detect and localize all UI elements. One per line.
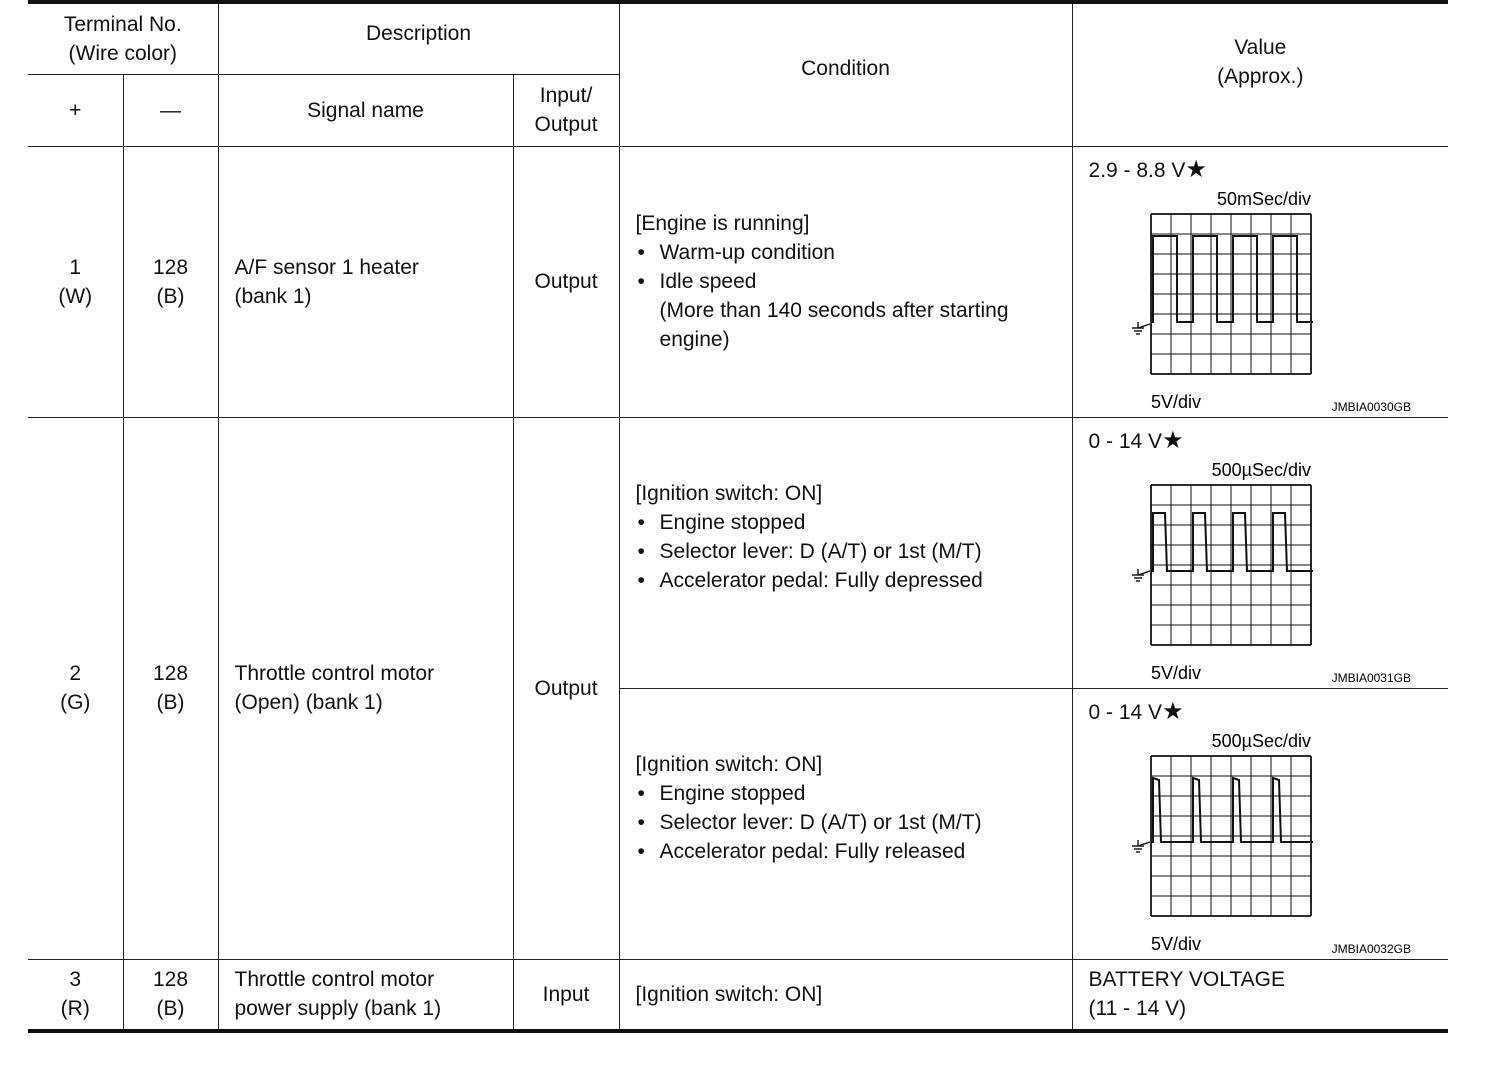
- value-label: Value: [1234, 35, 1287, 59]
- scope-grid: [1151, 756, 1311, 916]
- scope-waveform: [1151, 236, 1313, 322]
- signal-name-line-1: Throttle control motor: [234, 662, 435, 685]
- list-item: • Accelerator pedal: Fully released: [636, 837, 1072, 866]
- minus-wire-color: (B): [156, 691, 185, 714]
- value-cell: [1072, 417, 1448, 688]
- plus-terminal-cell: [28, 417, 123, 959]
- value-cell: [1072, 688, 1448, 959]
- figure-id: JMBIA0032GB: [1331, 941, 1411, 953]
- table-row: [28, 417, 1448, 688]
- ground-icon: [1132, 322, 1150, 334]
- input-output-header: [513, 74, 619, 146]
- plus-wire-color: (R): [60, 997, 90, 1021]
- signal-name-line-2: power supply (bank 1): [234, 997, 442, 1021]
- figure-id: JMBIA0031GB: [1331, 670, 1411, 682]
- value-header: [1072, 2, 1448, 146]
- signal-name-header: Signal name: [218, 74, 513, 146]
- value-cell: [1072, 146, 1448, 417]
- wire-color-label: (Wire color): [68, 41, 177, 65]
- condition-cell: [619, 417, 1072, 688]
- value-voltage-range: (11 - 14 V): [1088, 997, 1187, 1021]
- minus-terminal-cell: [123, 959, 218, 1031]
- minus-terminal-cell: [123, 146, 218, 417]
- condition-list: [636, 779, 1072, 866]
- ground-icon: [1132, 840, 1150, 852]
- condition-head: [Ignition switch: ON]: [635, 752, 823, 776]
- plus-terminal-cell: [28, 146, 123, 417]
- io-cell: Output: [513, 146, 619, 417]
- oscilloscope-figure: [1089, 728, 1419, 953]
- plus-terminal-cell: [28, 959, 123, 1031]
- figure-id: JMBIA0030GB: [1331, 399, 1411, 411]
- description-header: [218, 2, 619, 74]
- scope-waveform: [1151, 513, 1313, 571]
- plus-terminal-no: 1: [69, 255, 82, 279]
- plus-terminal-no: 3: [69, 968, 82, 992]
- list-item: • Selector lever: D (A/T) or 1st (M/T): [636, 537, 1072, 566]
- condition-list: [636, 238, 1072, 296]
- terminal-spec-table: [28, 0, 1448, 1033]
- oscilloscope-figure: [1089, 186, 1419, 411]
- minus-header: —: [123, 74, 218, 146]
- value-range: 0 - 14 V: [1088, 700, 1163, 724]
- condition-note: [636, 296, 1072, 354]
- volt-div-label: 5V/div: [1150, 662, 1201, 682]
- input-output-label-2: Output: [534, 113, 598, 136]
- list-item: • Warm-up condition: [636, 238, 1072, 267]
- table-row: [28, 146, 1448, 417]
- header-row-1: [28, 2, 1448, 74]
- star-icon: ★: [1185, 155, 1207, 183]
- table-row: [28, 959, 1448, 1031]
- condition-list: [636, 508, 1072, 595]
- minus-wire-color: (B): [156, 284, 185, 308]
- condition-note-line-1: (More than 140 seconds after starting: [659, 299, 1009, 322]
- list-item: • Idle speed: [636, 267, 1072, 296]
- minus-terminal-cell: [123, 417, 218, 959]
- condition-label: Condition: [801, 57, 890, 81]
- ground-icon: [1132, 569, 1150, 581]
- terminal-no-label: Terminal No.: [63, 12, 182, 36]
- plus-wire-color: (W): [58, 284, 93, 308]
- description-label: Description: [365, 22, 472, 46]
- star-icon: ★: [1162, 697, 1184, 725]
- terminal-spec-table-wrap: [28, 0, 1448, 1033]
- input-output-label-1: Input/: [539, 84, 593, 107]
- minus-wire-color: (B): [156, 997, 185, 1021]
- signal-name-cell: [218, 417, 513, 959]
- condition-head: [Engine is running]: [635, 212, 810, 235]
- signal-name-cell: [218, 959, 513, 1031]
- io-cell: Output: [513, 417, 619, 959]
- io-cell: Input: [513, 959, 619, 1031]
- plus-wire-color: (G): [60, 691, 91, 714]
- minus-terminal-no: 128: [152, 662, 189, 685]
- volt-div-label: 5V/div: [1150, 933, 1201, 953]
- value-readout: [1089, 689, 1449, 726]
- list-item: • Engine stopped: [636, 508, 1072, 537]
- signal-name-line-2: (Open) (bank 1): [234, 691, 383, 714]
- scope-grid: [1151, 214, 1311, 374]
- value-readout: [1089, 418, 1449, 455]
- condition-head: [Ignition switch: ON]: [635, 481, 823, 505]
- volt-div-label: 5V/div: [1150, 391, 1201, 411]
- value-range: 0 - 14 V: [1088, 429, 1163, 453]
- condition-cell: [619, 146, 1072, 417]
- list-item: • Accelerator pedal: Fully depressed: [636, 566, 1072, 595]
- terminal-no-header: [28, 2, 218, 74]
- condition-note-line-2: engine): [659, 328, 730, 351]
- list-item: • Engine stopped: [636, 779, 1072, 808]
- time-div-label: 50mSec/div: [1216, 188, 1311, 209]
- approx-label: (Approx.): [1217, 64, 1304, 88]
- time-div-label: 500µSec/div: [1211, 730, 1311, 751]
- plus-header: +: [28, 74, 123, 146]
- condition-cell: [619, 688, 1072, 959]
- time-div-label: 500µSec/div: [1211, 459, 1311, 480]
- condition-cell: [Ignition switch: ON]: [619, 959, 1072, 1031]
- value-battery-voltage: BATTERY VOLTAGE: [1088, 968, 1285, 992]
- signal-name-line-1: Throttle control motor: [234, 968, 435, 992]
- list-item: • Selector lever: D (A/T) or 1st (M/T): [636, 808, 1072, 837]
- signal-name-line-1: A/F sensor 1 heater: [234, 255, 419, 279]
- value-readout: [1089, 147, 1449, 184]
- signal-name-line-2: (bank 1): [234, 284, 312, 308]
- condition-header: [619, 2, 1072, 146]
- minus-terminal-no: 128: [152, 968, 189, 992]
- value-cell: [1072, 959, 1448, 1031]
- value-range: 2.9 - 8.8 V: [1088, 158, 1186, 182]
- scope-waveform: [1151, 778, 1313, 842]
- oscilloscope-figure: [1089, 457, 1419, 682]
- minus-terminal-no: 128: [152, 255, 189, 279]
- plus-terminal-no: 2: [69, 662, 82, 685]
- star-icon: ★: [1162, 426, 1184, 454]
- signal-name-cell: [218, 146, 513, 417]
